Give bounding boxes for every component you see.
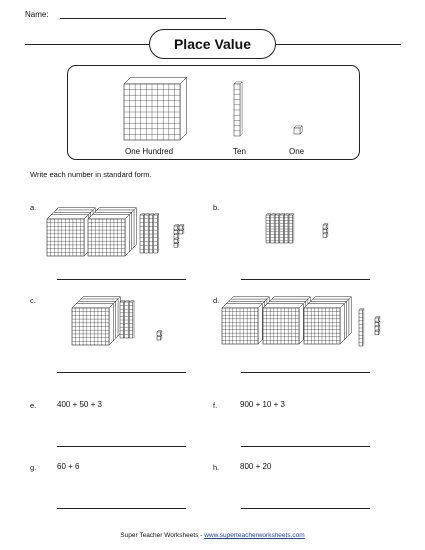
problem-letter-d: d. bbox=[213, 296, 220, 305]
page-title: Place Value bbox=[149, 29, 276, 59]
problem-b-one-cube bbox=[323, 228, 328, 233]
problem-b-ten-rod bbox=[284, 214, 289, 243]
problem-a-one-cube bbox=[174, 225, 179, 230]
problem-letter-g: g. bbox=[30, 463, 37, 472]
problem-a-hundred-flat bbox=[47, 215, 88, 256]
name-label: Name: bbox=[25, 10, 49, 19]
problem-a-one-cube bbox=[174, 234, 179, 239]
problem-c-ten-rod bbox=[129, 301, 134, 338]
problem-d-one-cube bbox=[375, 330, 380, 335]
problem-letter-e: e. bbox=[30, 401, 37, 410]
key-one-cube bbox=[294, 126, 302, 134]
footer-text: Super Teacher Worksheets - bbox=[120, 532, 205, 539]
problem-b-ten-rod bbox=[280, 214, 285, 243]
key-label-ten: Ten bbox=[233, 147, 246, 156]
problem-expression-f: 900 + 10 + 3 bbox=[240, 400, 285, 409]
problem-a-ten-rod bbox=[140, 214, 145, 253]
problem-b-ten-rod bbox=[289, 214, 294, 243]
problem-expression-e: 400 + 50 + 3 bbox=[57, 400, 102, 409]
problem-letter-a: a. bbox=[30, 203, 37, 212]
problem-a-one-cube bbox=[174, 242, 179, 247]
problem-expression-h: 800 + 20 bbox=[240, 462, 272, 471]
problem-b-one-cube bbox=[323, 233, 328, 238]
problem-c-one-cube bbox=[157, 335, 162, 340]
problem-c-one-cube bbox=[157, 331, 162, 336]
problem-d-one-cube bbox=[375, 326, 380, 331]
problem-letter-b: b. bbox=[213, 203, 220, 212]
problem-c-ten-rod bbox=[125, 301, 130, 338]
key-label-one: One bbox=[289, 147, 305, 156]
problem-c-ten-rod bbox=[120, 301, 125, 338]
problem-a-one-cube bbox=[174, 238, 179, 243]
problem-a-ten-rod bbox=[145, 214, 150, 253]
footer bbox=[0, 532, 425, 539]
problem-d-one-cube bbox=[375, 317, 380, 322]
problem-letter-f: f. bbox=[213, 401, 218, 410]
problem-b-ten-rod bbox=[275, 214, 280, 243]
problem-letter-h: h. bbox=[213, 463, 220, 472]
problem-a-hundred-flat bbox=[88, 215, 129, 256]
problem-d-hundred-flat bbox=[304, 304, 344, 344]
key-label-hundred: One Hundred bbox=[125, 147, 174, 156]
problem-letter-c: c. bbox=[30, 296, 36, 305]
problem-a-ten-rod bbox=[149, 214, 154, 253]
key-hundred-block bbox=[124, 77, 187, 140]
problem-d-ten-rod bbox=[359, 309, 364, 346]
problem-b-ten-rod bbox=[266, 214, 271, 243]
problem-a-one-cube bbox=[179, 229, 184, 234]
footer-link[interactable]: www.superteacherworksheets.com bbox=[204, 532, 305, 539]
problem-a-one-cube bbox=[179, 225, 184, 230]
problem-d-hundred-flat bbox=[263, 304, 303, 344]
problem-expression-g: 60 + 6 bbox=[57, 462, 80, 471]
problem-a-ten-rod bbox=[154, 214, 159, 253]
key-ten-rod bbox=[234, 82, 242, 136]
problem-a-one-cube bbox=[174, 229, 179, 234]
problem-b-one-cube bbox=[323, 224, 328, 229]
problem-d-hundred-flat bbox=[222, 304, 262, 344]
problem-c-hundred-flat bbox=[72, 304, 113, 345]
problem-d-one-cube bbox=[375, 321, 380, 326]
problem-b-ten-rod bbox=[271, 214, 276, 243]
instructions: Write each number in standard form. bbox=[30, 170, 152, 179]
